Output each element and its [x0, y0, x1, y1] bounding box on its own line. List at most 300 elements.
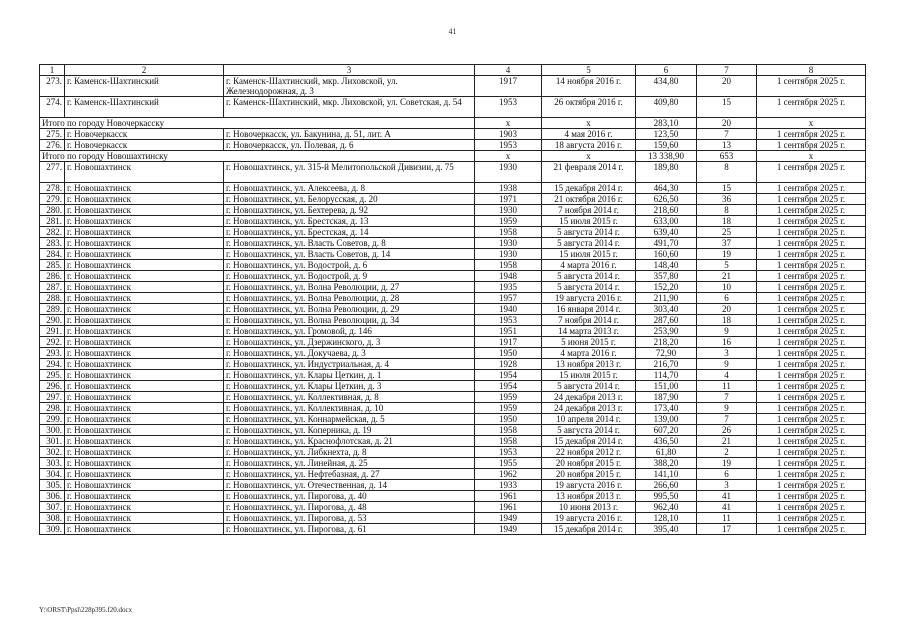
- address-cell: г. Новошахтинск, ул. Громовой, д. 146: [224, 326, 475, 337]
- table-row: [40, 403, 866, 414]
- year-cell: 1961: [475, 502, 542, 513]
- deadline-cell: 1 сентября 2025 г.: [757, 162, 866, 183]
- deadline-cell: 1 сентября 2025 г.: [757, 513, 866, 524]
- area-cell: 287,60: [636, 315, 697, 326]
- city-cell: г. Новошахтинск: [65, 293, 224, 304]
- area-cell: 409,80: [636, 97, 697, 118]
- city-cell: г. Новошахтинск: [65, 381, 224, 392]
- area-cell: 491,70: [636, 238, 697, 249]
- city-cell: г. Новошахтинск: [65, 436, 224, 447]
- city-cell: г. Новочеркасск: [65, 140, 224, 151]
- area-cell: 128,10: [636, 513, 697, 524]
- deadline-cell: 1 сентября 2025 г.: [757, 326, 866, 337]
- area-cell: 123,50: [636, 129, 697, 140]
- area-cell: 152,20: [636, 282, 697, 293]
- area-cell: 464,30: [636, 183, 697, 194]
- deadline-cell: 1 сентября 2025 г.: [757, 304, 866, 315]
- address-cell: г. Новошахтинск, ул. Алексеева, д. 8: [224, 183, 475, 194]
- row-number-cell: 277.: [40, 162, 65, 183]
- address-cell: г. Новошахтинск, ул. Пирогова, д. 40: [224, 491, 475, 502]
- area-cell: 436,50: [636, 436, 697, 447]
- row-number-cell: 290.: [40, 315, 65, 326]
- address-cell: г. Новочеркасск, ул. Бакунина, д. 51, лит. А: [224, 129, 475, 140]
- count-cell: 26: [697, 425, 757, 436]
- deadline-cell: 1 сентября 2025 г.: [757, 315, 866, 326]
- deadline-cell: 1 сентября 2025 г.: [757, 491, 866, 502]
- count-cell: 19: [697, 458, 757, 469]
- row-number-cell: 294.: [40, 359, 65, 370]
- row-number-cell: 278.: [40, 183, 65, 194]
- row-number-cell: 302.: [40, 447, 65, 458]
- deadline-cell: 1 сентября 2025 г.: [757, 403, 866, 414]
- table-row: [40, 348, 866, 359]
- date-cell: 19 августа 2016 г.: [542, 513, 636, 524]
- table-row: [40, 326, 866, 337]
- count-cell: 653: [697, 151, 757, 162]
- area-cell: 434,80: [636, 76, 697, 97]
- deadline-cell: 1 сентября 2025 г.: [757, 480, 866, 491]
- area-cell: 189,80: [636, 162, 697, 183]
- table-row: [40, 238, 866, 249]
- date-cell: 21 февраля 2014 г.: [542, 162, 636, 183]
- count-cell: 16: [697, 337, 757, 348]
- deadline-cell: 1 сентября 2025 г.: [757, 260, 866, 271]
- year-cell: 1949: [475, 524, 542, 535]
- city-cell: г. Новошахтинск: [65, 216, 224, 227]
- count-cell: 36: [697, 194, 757, 205]
- address-cell: г. Новошахтинск, ул. Пирогова, д. 61: [224, 524, 475, 535]
- deadline-cell: 1 сентября 2025 г.: [757, 337, 866, 348]
- year-cell: 1928: [475, 359, 542, 370]
- date-cell: 15 июля 2015 г.: [542, 249, 636, 260]
- address-cell: г. Каменск-Шахтинский, мкр. Лиховской, ул. Советская, д. 54: [224, 97, 475, 118]
- city-cell: г. Новошахтинск: [65, 524, 224, 535]
- city-cell: г. Новошахтинск: [65, 469, 224, 480]
- deadline-cell: 1 сентября 2025 г.: [757, 205, 866, 216]
- count-cell: 13: [697, 140, 757, 151]
- row-number-cell: 274.: [40, 97, 65, 118]
- count-cell: 6: [697, 293, 757, 304]
- row-number-cell: 281.: [40, 216, 65, 227]
- count-cell: 10: [697, 282, 757, 293]
- city-cell: г. Новошахтинск: [65, 359, 224, 370]
- date-cell: 5 августа 2014 г.: [542, 271, 636, 282]
- year-cell: 1955: [475, 458, 542, 469]
- deadline-cell: 1 сентября 2025 г.: [757, 348, 866, 359]
- page-number: 41: [448, 27, 457, 36]
- year-cell: 1958: [475, 260, 542, 271]
- row-number-cell: 299.: [40, 414, 65, 425]
- row-number-cell: 300.: [40, 425, 65, 436]
- row-number-cell: 298.: [40, 403, 65, 414]
- deadline-cell: 1 сентября 2025 г.: [757, 194, 866, 205]
- date-cell: 10 апреля 2014 г.: [542, 414, 636, 425]
- row-number-cell: 307.: [40, 502, 65, 513]
- year-cell: 1961: [475, 491, 542, 502]
- address-cell: г. Новочеркасск, ул. Полевая, д. 6: [224, 140, 475, 151]
- address-cell: г. Новошахтинск, ул. Бехтерева, д. 92: [224, 205, 475, 216]
- deadline-cell: 1 сентября 2025 г.: [757, 469, 866, 480]
- address-cell: г. Новошахтинск, ул. Коперника, д. 19: [224, 425, 475, 436]
- row-number-cell: 285.: [40, 260, 65, 271]
- count-cell: 9: [697, 359, 757, 370]
- row-number-cell: 288.: [40, 293, 65, 304]
- year-cell: 1958: [475, 425, 542, 436]
- deadline-cell: х: [757, 118, 866, 129]
- deadline-cell: х: [757, 151, 866, 162]
- count-cell: 19: [697, 249, 757, 260]
- address-cell: г. Новошахтинск, ул. Краснофлотская, д. 21: [224, 436, 475, 447]
- date-cell: 15 декабря 2014 г.: [542, 524, 636, 535]
- area-cell: 218,20: [636, 337, 697, 348]
- area-cell: 159,60: [636, 140, 697, 151]
- year-cell: 1935: [475, 282, 542, 293]
- table-row: [40, 97, 866, 118]
- count-cell: 41: [697, 491, 757, 502]
- date-cell: 13 ноября 2013 г.: [542, 491, 636, 502]
- year-cell: 1953: [475, 140, 542, 151]
- area-cell: 114,70: [636, 370, 697, 381]
- table-row: [40, 414, 866, 425]
- city-cell: г. Новошахтинск: [65, 194, 224, 205]
- city-cell: г. Новошахтинск: [65, 282, 224, 293]
- year-cell: 1930: [475, 205, 542, 216]
- row-number-cell: 308.: [40, 513, 65, 524]
- area-cell: 72,90: [636, 348, 697, 359]
- date-cell: 7 ноября 2014 г.: [542, 205, 636, 216]
- city-cell: г. Новошахтинск: [65, 414, 224, 425]
- row-number-cell: 306.: [40, 491, 65, 502]
- date-cell: 21 октября 2016 г.: [542, 194, 636, 205]
- table-row: [40, 227, 866, 238]
- row-number-cell: 279.: [40, 194, 65, 205]
- table-row: [40, 425, 866, 436]
- date-cell: 24 декабря 2013 г.: [542, 403, 636, 414]
- table-row: [40, 194, 866, 205]
- count-cell: 37: [697, 238, 757, 249]
- city-cell: г. Новошахтинск: [65, 458, 224, 469]
- address-cell: г. Новошахтинск, ул. 315-й Мелитопольской Дивизии, д. 75: [224, 162, 475, 183]
- column-number-2: 2: [65, 65, 224, 76]
- row-number-cell: 292.: [40, 337, 65, 348]
- row-number-cell: 305.: [40, 480, 65, 491]
- deadline-cell: 1 сентября 2025 г.: [757, 282, 866, 293]
- date-cell: 16 января 2014 г.: [542, 304, 636, 315]
- table-row: [40, 513, 866, 524]
- date-cell: х: [542, 151, 636, 162]
- address-cell: г. Новошахтинск, ул. Индустриальная, д. 4: [224, 359, 475, 370]
- address-cell: г. Новошахтинск, ул. Брестская, д. 14: [224, 227, 475, 238]
- row-number-cell: 283.: [40, 238, 65, 249]
- date-cell: 14 марта 2013 г.: [542, 326, 636, 337]
- address-cell: г. Новошахтинск, ул. Власть Советов, д. 8: [224, 238, 475, 249]
- count-cell: 41: [697, 502, 757, 513]
- table-row: [40, 370, 866, 381]
- date-cell: 5 августа 2014 г.: [542, 227, 636, 238]
- address-cell: г. Новошахтинск, ул. Отечественная, д. 14: [224, 480, 475, 491]
- city-cell: г. Новошахтинск: [65, 480, 224, 491]
- row-number-cell: 303.: [40, 458, 65, 469]
- total-row: [40, 118, 866, 129]
- address-cell: г. Новошахтинск, ул. Волна Революции, д. 29: [224, 304, 475, 315]
- total-row: [40, 151, 866, 162]
- table-row: [40, 76, 866, 97]
- column-number-8: 8: [757, 65, 866, 76]
- city-cell: г. Новошахтинск: [65, 425, 224, 436]
- city-cell: г. Новошахтинск: [65, 491, 224, 502]
- deadline-cell: 1 сентября 2025 г.: [757, 216, 866, 227]
- count-cell: 3: [697, 348, 757, 359]
- count-cell: 3: [697, 480, 757, 491]
- year-cell: 1951: [475, 326, 542, 337]
- date-cell: 19 августа 2016 г.: [542, 480, 636, 491]
- count-cell: 15: [697, 97, 757, 118]
- area-cell: 303,40: [636, 304, 697, 315]
- date-cell: 15 декабря 2014 г.: [542, 436, 636, 447]
- area-cell: 160,60: [636, 249, 697, 260]
- row-number-cell: 284.: [40, 249, 65, 260]
- year-cell: 1917: [475, 337, 542, 348]
- table-row: [40, 480, 866, 491]
- area-cell: 216,70: [636, 359, 697, 370]
- city-cell: г. Новошахтинск: [65, 183, 224, 194]
- table-row: [40, 392, 866, 403]
- deadline-cell: 1 сентября 2025 г.: [757, 425, 866, 436]
- date-cell: 5 августа 2014 г.: [542, 238, 636, 249]
- date-cell: 22 ноября 2012 г.: [542, 447, 636, 458]
- count-cell: 5: [697, 260, 757, 271]
- city-cell: г. Новошахтинск: [65, 513, 224, 524]
- date-cell: 4 марта 2016 г.: [542, 348, 636, 359]
- date-cell: 15 декабря 2014 г.: [542, 183, 636, 194]
- area-cell: 388,20: [636, 458, 697, 469]
- city-cell: г. Новошахтинск: [65, 337, 224, 348]
- column-number-row: [40, 65, 866, 76]
- date-cell: 5 августа 2014 г.: [542, 381, 636, 392]
- table-row: [40, 304, 866, 315]
- area-cell: 151,00: [636, 381, 697, 392]
- date-cell: 20 ноября 2015 г.: [542, 469, 636, 480]
- city-cell: г. Новошахтинск: [65, 238, 224, 249]
- column-number-4: 4: [475, 65, 542, 76]
- year-cell: 1930: [475, 249, 542, 260]
- deadline-cell: 1 сентября 2025 г.: [757, 140, 866, 151]
- deadline-cell: 1 сентября 2025 г.: [757, 447, 866, 458]
- address-cell: г. Новошахтинск, ул. Водострой, д. 9: [224, 271, 475, 282]
- year-cell: 1954: [475, 370, 542, 381]
- year-cell: 1949: [475, 513, 542, 524]
- city-cell: г. Новочеркасск: [65, 129, 224, 140]
- row-number-cell: 276.: [40, 140, 65, 151]
- address-cell: г. Новошахтинск, ул. Коллективная, д. 10: [224, 403, 475, 414]
- count-cell: 9: [697, 326, 757, 337]
- address-cell: г. Новошахтинск, ул. Волна Революции, д. 28: [224, 293, 475, 304]
- area-cell: 141,10: [636, 469, 697, 480]
- city-cell: г. Новошахтинск: [65, 392, 224, 403]
- date-cell: 4 мая 2016 г.: [542, 129, 636, 140]
- count-cell: 15: [697, 183, 757, 194]
- address-cell: г. Новошахтинск, ул. Пирогова, д. 53: [224, 513, 475, 524]
- city-cell: г. Новошахтинск: [65, 447, 224, 458]
- area-cell: 253,90: [636, 326, 697, 337]
- table-row: [40, 524, 866, 535]
- row-number-cell: 293.: [40, 348, 65, 359]
- deadline-cell: 1 сентября 2025 г.: [757, 370, 866, 381]
- address-cell: г. Новошахтинск, ул. Брестская, д. 13: [224, 216, 475, 227]
- deadline-cell: 1 сентября 2025 г.: [757, 436, 866, 447]
- table-row: [40, 447, 866, 458]
- area-cell: 211,90: [636, 293, 697, 304]
- year-cell: х: [475, 118, 542, 129]
- area-cell: 995,50: [636, 491, 697, 502]
- table-row: [40, 293, 866, 304]
- year-cell: 1948: [475, 271, 542, 282]
- column-number-6: 6: [636, 65, 697, 76]
- table-row: [40, 205, 866, 216]
- row-number-cell: 287.: [40, 282, 65, 293]
- address-cell: г. Новошахтинск, ул. Белорусская, д. 20: [224, 194, 475, 205]
- year-cell: х: [475, 151, 542, 162]
- address-cell: г. Новошахтинск, ул. Пирогова, д. 48: [224, 502, 475, 513]
- deadline-cell: 1 сентября 2025 г.: [757, 76, 866, 97]
- table-row: [40, 381, 866, 392]
- count-cell: 21: [697, 436, 757, 447]
- area-cell: 962,40: [636, 502, 697, 513]
- address-cell: г. Новошахтинск, ул. Коннармейская, д. 5: [224, 414, 475, 425]
- city-cell: г. Новошахтинск: [65, 227, 224, 238]
- row-number-cell: 280.: [40, 205, 65, 216]
- date-cell: 7 ноября 2014 г.: [542, 315, 636, 326]
- city-cell: г. Новошахтинск: [65, 205, 224, 216]
- city-cell: г. Каменск-Шахтинский: [65, 76, 224, 97]
- year-cell: 1953: [475, 315, 542, 326]
- table-row: [40, 271, 866, 282]
- table-row: [40, 140, 866, 151]
- deadline-cell: 1 сентября 2025 г.: [757, 293, 866, 304]
- address-cell: г. Новошахтинск, ул. Власть Советов, д. 14: [224, 249, 475, 260]
- year-cell: 1940: [475, 304, 542, 315]
- count-cell: 7: [697, 129, 757, 140]
- area-cell: 607,20: [636, 425, 697, 436]
- area-cell: 266,60: [636, 480, 697, 491]
- table-row: [40, 129, 866, 140]
- table-body: [40, 76, 866, 535]
- area-cell: 148,40: [636, 260, 697, 271]
- row-number-cell: 301.: [40, 436, 65, 447]
- row-number-cell: 286.: [40, 271, 65, 282]
- area-cell: 639,40: [636, 227, 697, 238]
- deadline-cell: 1 сентября 2025 г.: [757, 249, 866, 260]
- date-cell: 14 ноября 2016 г.: [542, 76, 636, 97]
- year-cell: 1933: [475, 480, 542, 491]
- deadline-cell: 1 сентября 2025 г.: [757, 392, 866, 403]
- city-cell: г. Новошахтинск: [65, 304, 224, 315]
- address-cell: г. Новошахтинск, ул. Водострой, д. 6: [224, 260, 475, 271]
- row-number-cell: 275.: [40, 129, 65, 140]
- count-cell: 18: [697, 216, 757, 227]
- city-cell: г. Новошахтинск: [65, 370, 224, 381]
- area-cell: 633,00: [636, 216, 697, 227]
- city-cell: г. Новошахтинск: [65, 260, 224, 271]
- column-number-3: 3: [224, 65, 475, 76]
- area-cell: 139,00: [636, 414, 697, 425]
- column-number-5: 5: [542, 65, 636, 76]
- deadline-cell: 1 сентября 2025 г.: [757, 227, 866, 238]
- count-cell: 20: [697, 76, 757, 97]
- date-cell: 13 ноября 2013 г.: [542, 359, 636, 370]
- city-cell: г. Новошахтинск: [65, 249, 224, 260]
- year-cell: 1953: [475, 97, 542, 118]
- housing-table: [39, 64, 866, 535]
- row-number-cell: 291.: [40, 326, 65, 337]
- deadline-cell: 1 сентября 2025 г.: [757, 359, 866, 370]
- count-cell: 9: [697, 403, 757, 414]
- year-cell: 1954: [475, 381, 542, 392]
- column-number-1: 1: [40, 65, 65, 76]
- area-cell: 13 338,90: [636, 151, 697, 162]
- date-cell: 24 декабря 2013 г.: [542, 392, 636, 403]
- date-cell: 4 марта 2016 г.: [542, 260, 636, 271]
- deadline-cell: 1 сентября 2025 г.: [757, 271, 866, 282]
- table-row: [40, 458, 866, 469]
- date-cell: 15 июля 2015 г.: [542, 370, 636, 381]
- count-cell: 7: [697, 392, 757, 403]
- city-cell: г. Новошахтинск: [65, 502, 224, 513]
- year-cell: 1959: [475, 216, 542, 227]
- year-cell: 1950: [475, 414, 542, 425]
- total-label-cell: Итого по городу Новошахтинску: [40, 151, 475, 162]
- address-cell: г. Новошахтинск, ул. Клары Цеткин, д. 1: [224, 370, 475, 381]
- city-cell: г. Новошахтинск: [65, 271, 224, 282]
- year-cell: 1917: [475, 76, 542, 97]
- table-row: [40, 337, 866, 348]
- address-cell: г. Новошахтинск, ул. Дзержинского, д. 3: [224, 337, 475, 348]
- table-row: [40, 469, 866, 480]
- count-cell: 20: [697, 304, 757, 315]
- city-cell: г. Новошахтинск: [65, 403, 224, 414]
- year-cell: 1962: [475, 469, 542, 480]
- table-row: [40, 491, 866, 502]
- area-cell: 61,80: [636, 447, 697, 458]
- table-row: [40, 315, 866, 326]
- file-path-footer: Y:\ORST\Ppsl\228p395.f20.docx: [39, 606, 133, 614]
- date-cell: 5 августа 2014 г.: [542, 425, 636, 436]
- year-cell: 1953: [475, 447, 542, 458]
- address-cell: г. Новошахтинск, ул. Клары Цеткин, д. 3: [224, 381, 475, 392]
- row-number-cell: 289.: [40, 304, 65, 315]
- year-cell: 1957: [475, 293, 542, 304]
- date-cell: 20 ноября 2015 г.: [542, 458, 636, 469]
- table-row: [40, 260, 866, 271]
- deadline-cell: 1 сентября 2025 г.: [757, 414, 866, 425]
- address-cell: г. Каменск-Шахтинский, мкр. Лиховской, ул. Железнодорожная, д. 3: [224, 76, 475, 97]
- count-cell: 8: [697, 162, 757, 183]
- year-cell: 1958: [475, 227, 542, 238]
- city-cell: г. Новошахтинск: [65, 348, 224, 359]
- address-cell: г. Новошахтинск, ул. Линейная, д. 25: [224, 458, 475, 469]
- date-cell: 10 июня 2013 г.: [542, 502, 636, 513]
- count-cell: 21: [697, 271, 757, 282]
- column-number-7: 7: [697, 65, 757, 76]
- date-cell: 5 августа 2014 г.: [542, 282, 636, 293]
- table-row: [40, 436, 866, 447]
- count-cell: 7: [697, 414, 757, 425]
- count-cell: 25: [697, 227, 757, 238]
- address-cell: г. Новошахтинск, ул. Либкнехта, д. 8: [224, 447, 475, 458]
- table-row: [40, 249, 866, 260]
- table-row: [40, 216, 866, 227]
- count-cell: 11: [697, 381, 757, 392]
